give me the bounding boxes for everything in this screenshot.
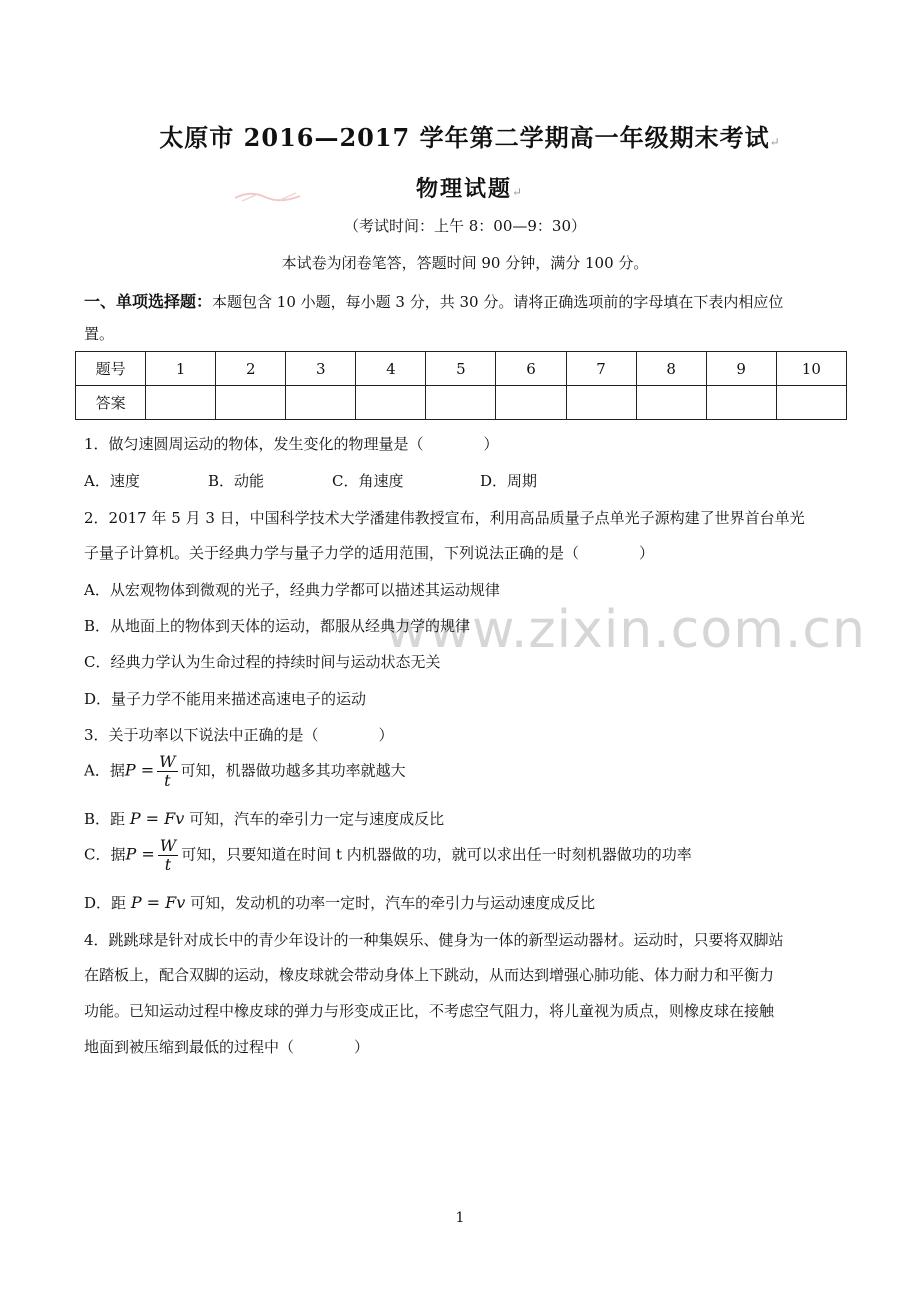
answer-table-answer-row	[76, 386, 847, 420]
answer-cell	[356, 386, 426, 420]
q3-option-c-suffix: 可知，只要知道在时间 t 内机器做的功，就可以求出任一时刻机器做功的功率	[181, 845, 692, 864]
answer-table-number: 6	[496, 352, 566, 386]
section1-desc: 本题包含 10 小题，每小题 3 分，共 30 分。请将正确选项前的字母填在下表内相应位	[212, 293, 784, 311]
q3-option-a-suffix: 可知，机器做功越多其功率就越大	[180, 761, 406, 780]
formula-pfv: P = Fv	[129, 809, 185, 828]
q3-option-d	[84, 892, 844, 913]
formula-lhs: P =	[125, 844, 155, 864]
q2-stem-line1: 2．2017 年 5 月 3 日，中国科学技术大学潘建伟教授宣布，利用高品质量子点单光子源构建了世界首台单光	[84, 509, 805, 527]
return-mark: ↵	[511, 185, 525, 199]
formula-lhs: P =	[124, 760, 155, 780]
q4-line3: 功能。已知运动过程中橡皮球的弹力与形变成正比，不考虑空气阻力，将儿童视为质点，则橡皮球在接触	[84, 1002, 775, 1020]
q1-options	[84, 470, 844, 491]
answer-table-number: 8	[636, 352, 706, 386]
answer-table-number: 7	[566, 352, 636, 386]
answer-table-number: 10	[776, 352, 846, 386]
answer-cell	[496, 386, 566, 420]
answer-table-number: 5	[426, 352, 496, 386]
answer-cell	[776, 386, 846, 420]
answer-table-row1-label: 题号	[76, 352, 146, 386]
q3-option-c-prefix: C．据	[84, 845, 126, 864]
exam-title-text: 太原市 2016—2017 学年第二学期高一年级期末考试	[159, 123, 770, 152]
q3-option-a-prefix: A．据	[84, 761, 125, 780]
answer-table-number: 1	[146, 352, 216, 386]
q2-option-a: A．从宏观物体到微观的光子，经典力学都可以描述其运动规律	[84, 581, 500, 599]
q2-option-c: C．经典力学认为生命过程的持续时间与运动状态无关	[84, 653, 441, 671]
answer-table	[75, 351, 847, 420]
formula-fraction	[158, 837, 178, 874]
answer-cell	[636, 386, 706, 420]
q3-option-d-suffix: 可知，发动机的功率一定时，汽车的牵引力与运动速度成反比	[190, 894, 596, 912]
exam-title	[0, 118, 920, 153]
exam-instructions: 本试卷为闭卷笔答，答题时间 90 分钟，满分 100 分。	[281, 254, 649, 272]
exam-subtitle-text: 物理试题	[415, 176, 512, 202]
return-mark: ↵	[769, 135, 781, 149]
answer-cell	[146, 386, 216, 420]
formula-numerator: W	[159, 752, 176, 771]
q3-option-b-suffix: 可知，汽车的牵引力一定与速度成反比	[189, 810, 445, 828]
section1-heading: 一、单项选择题：	[84, 292, 213, 311]
q1-option-b: B．动能	[208, 472, 265, 490]
q1-option-a: A．速度	[84, 472, 140, 490]
page-number: 1	[455, 1210, 465, 1226]
answer-table-number: 2	[216, 352, 286, 386]
watermark: www.zixin.com.cn	[385, 600, 866, 660]
q3-option-b	[84, 808, 844, 829]
answer-cell	[216, 386, 286, 420]
formula-pfv: P = Fv	[130, 893, 186, 912]
answer-table-number: 9	[706, 352, 776, 386]
q3-option-a	[84, 753, 844, 790]
answer-table-number: 4	[356, 352, 426, 386]
q2-option-b: B．从地面上的物体到天体的运动，都服从经典力学的规律	[84, 617, 471, 635]
q2-stem-line2: 子量子计算机。关于经典力学与量子力学的适用范围，下列说法正确的是（ ）	[84, 544, 655, 562]
answer-table-row2-label: 答案	[76, 386, 146, 420]
formula-denominator: t	[164, 855, 172, 874]
exam-subtitle	[0, 172, 920, 203]
exam-time: （考试时间：上午 8：00—9：30）	[343, 217, 587, 235]
q3-stem: 3．关于功率以下说法中正确的是（ ）	[84, 726, 394, 744]
formula-fraction	[157, 753, 177, 790]
answer-cell	[426, 386, 496, 420]
q3-option-c	[84, 837, 844, 874]
section1-heading-line	[84, 289, 844, 312]
q4-line4: 地面到被压缩到最低的过程中（ ）	[84, 1038, 370, 1056]
q2-option-d: D．量子力学不能用来描述高速电子的运动	[84, 690, 367, 708]
answer-table-number: 3	[286, 352, 356, 386]
answer-cell	[706, 386, 776, 420]
answer-cell	[566, 386, 636, 420]
q4-line1: 4．跳跳球是针对成长中的青少年设计的一种集娱乐、健身为一体的新型运动器材。运动时，只要将双脚站	[84, 931, 784, 949]
q1-option-d: D．周期	[480, 472, 538, 490]
q3-option-d-prefix: D．距	[84, 894, 127, 912]
formula-numerator: W	[159, 836, 177, 855]
q3-option-b-prefix: B．距	[84, 810, 126, 828]
formula-denominator: t	[164, 771, 171, 790]
q1-stem: 1．做匀速圆周运动的物体，发生变化的物理量是（ ）	[84, 435, 499, 453]
answer-cell	[286, 386, 356, 420]
q4-line2: 在踏板上，配合双脚的运动，橡皮球就会带动身体上下跳动，从而达到增强心肺功能、体力耐力和平衡力	[84, 966, 775, 984]
answer-table-number-row	[76, 352, 847, 386]
section1-desc-cont: 置。	[84, 325, 115, 343]
q1-option-c: C．角速度	[332, 472, 404, 490]
